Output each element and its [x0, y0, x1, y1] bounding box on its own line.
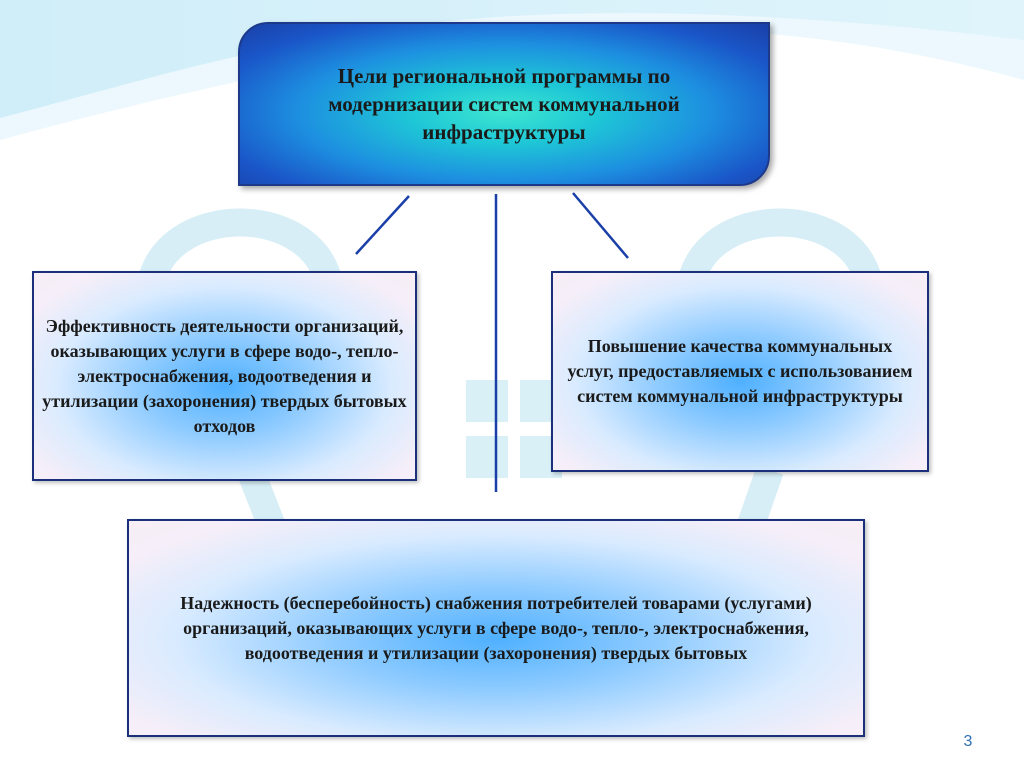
- reliability-box: [127, 519, 865, 737]
- reliability-text: Надежность (бесперебойность) снабжения потребителей товарами (услугами) организаций, оказывающих услуги в сфере водо-, тепло-, электроснабжения, водоотведения и утилизации (захоронения) твердых бытовых: [180, 592, 812, 663]
- connector-left: [356, 196, 409, 254]
- efficiency-text: Эффективность деятельности организаций, оказывающих услуги в сфере водо-, тепло-электроснабжения, водоотведения и утилизации (захоронения) твердых бытовых отходов: [42, 315, 407, 436]
- efficiency-box: [32, 271, 417, 481]
- goal-box: [238, 22, 770, 186]
- quality-box: [551, 271, 929, 472]
- page-number: 3: [963, 733, 973, 750]
- connector-right: [573, 193, 628, 258]
- goal-text: Цели региональной программы по модернизации систем коммунальной инфраструктуры: [328, 64, 680, 144]
- quality-text: Повышение качества коммунальных услуг, предоставляемых с использованием систем коммунальной инфраструктуры: [567, 336, 913, 406]
